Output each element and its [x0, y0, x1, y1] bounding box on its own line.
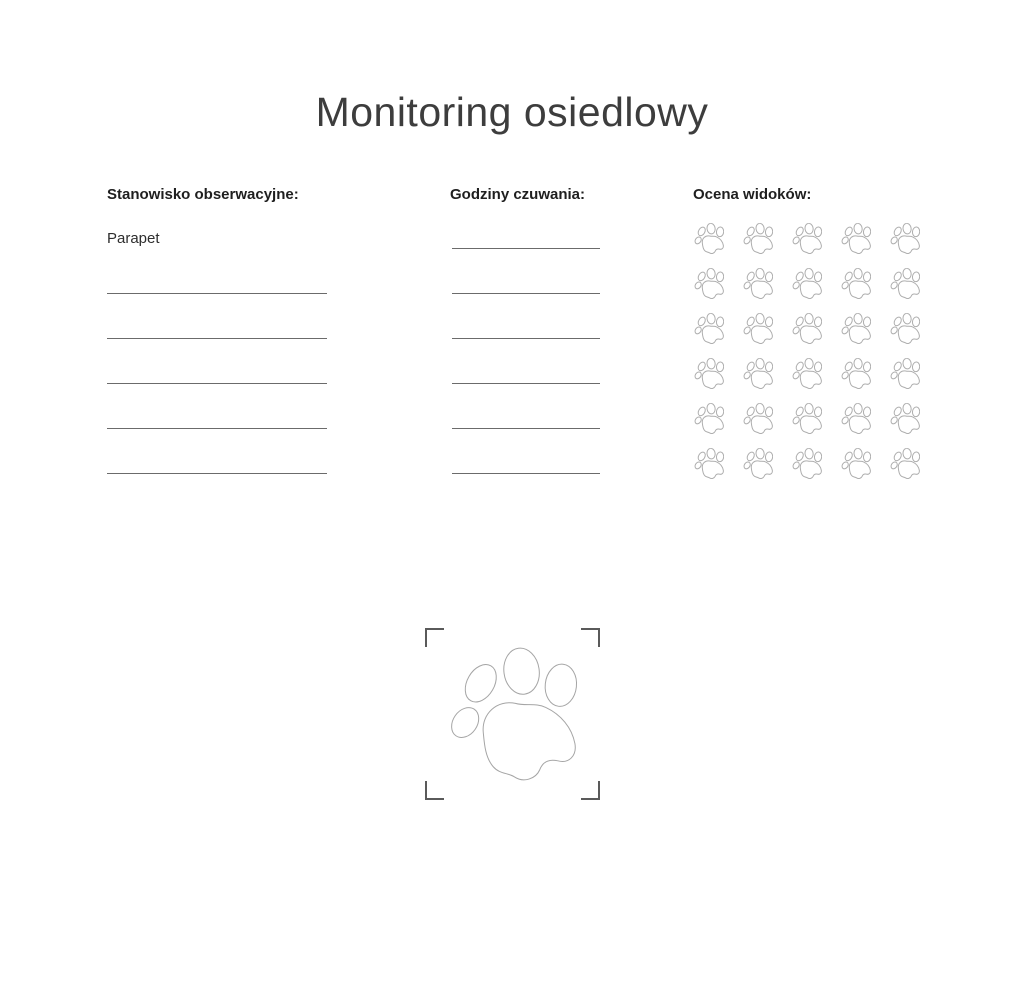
- paw-rating-grid: [694, 223, 920, 480]
- paw-rating-icon: [743, 448, 773, 480]
- watch-hours-label: Godziny czuwania:: [450, 186, 586, 203]
- paw-rating-icon: [743, 403, 773, 435]
- paw-rating-icon: [841, 223, 871, 255]
- paw-rating-icon: [890, 268, 920, 300]
- blank-line: [452, 429, 600, 474]
- paw-rating-icon: [694, 313, 724, 345]
- paw-rating-icon: [841, 358, 871, 390]
- blank-line: [107, 339, 327, 384]
- paw-rating-icon: [890, 403, 920, 435]
- corner-bracket-bottom-right: [581, 781, 600, 800]
- paw-rating-icon: [694, 358, 724, 390]
- paw-print-icon: [447, 647, 578, 786]
- paw-rating-icon: [890, 358, 920, 390]
- paw-rating-icon: [694, 268, 724, 300]
- blank-line: [452, 249, 600, 294]
- paw-rating-icon: [792, 268, 822, 300]
- paw-rating-icon: [841, 448, 871, 480]
- paw-rating-icon: [792, 223, 822, 255]
- paw-rating-icon: [792, 448, 822, 480]
- observation-post-filled-value: Parapet: [107, 230, 160, 247]
- paw-rating-icon: [890, 223, 920, 255]
- paw-rating-icon: [694, 448, 724, 480]
- paw-rating-icon: [743, 358, 773, 390]
- corner-bracket-bottom-left: [425, 781, 444, 800]
- paw-rating-icon: [743, 313, 773, 345]
- paw-rating-icon: [743, 268, 773, 300]
- paw-rating-icon: [694, 223, 724, 255]
- view-rating-label: Ocena widoków:: [693, 186, 812, 203]
- paw-rating-icon: [694, 403, 724, 435]
- blank-line: [107, 249, 327, 294]
- paw-rating-icon: [841, 403, 871, 435]
- blank-line: [452, 204, 600, 249]
- blank-line: [452, 384, 600, 429]
- paw-rating-icon: [792, 403, 822, 435]
- paw-rating-icon: [841, 268, 871, 300]
- corner-bracket-top-right: [581, 628, 600, 647]
- paw-rating-icon: [841, 313, 871, 345]
- watch-hours-lines: [452, 204, 600, 474]
- blank-line: [107, 294, 327, 339]
- paw-rating-icon: [890, 448, 920, 480]
- corner-bracket-top-left: [425, 628, 444, 647]
- paw-rating-icon: [743, 223, 773, 255]
- paw-rating-icon: [792, 358, 822, 390]
- blank-line: [452, 339, 600, 384]
- stamp-viewfinder-frame: [425, 628, 600, 800]
- paw-rating-icon: [890, 313, 920, 345]
- page-title: Monitoring osiedlowy: [315, 89, 709, 136]
- blank-line: [107, 429, 327, 474]
- observation-post-lines: [107, 249, 327, 474]
- blank-line: [452, 294, 600, 339]
- paw-rating-icon: [792, 313, 822, 345]
- observation-post-label: Stanowisko obserwacyjne:: [107, 186, 299, 203]
- blank-line: [107, 384, 327, 429]
